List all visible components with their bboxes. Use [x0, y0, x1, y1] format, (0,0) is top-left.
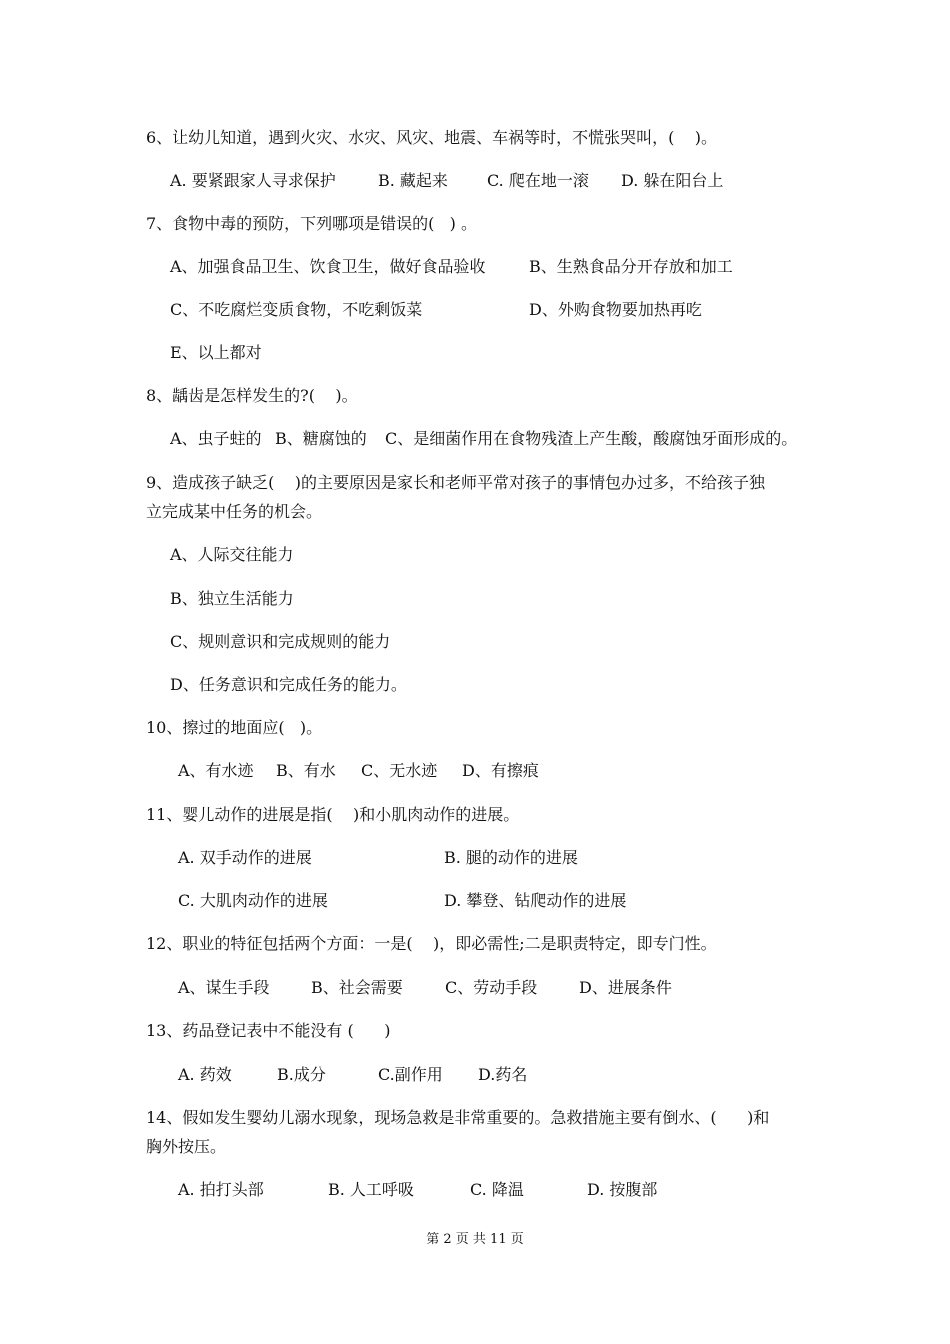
question-7: 7、食物中毒的预防，下列哪项是错误的( ) 。 — [146, 214, 478, 233]
q10-option-b: B、有水 — [276, 761, 336, 780]
q7-option-a: A、加强食品卫生、饮食卫生，做好食品验收 — [170, 257, 486, 276]
q12-option-b: B、社会需要 — [311, 978, 403, 997]
question-9-line-2: 立完成某中任务的机会。 — [146, 502, 323, 521]
q10-option-a: A、有水迹 — [178, 761, 254, 780]
q7-option-e: E、以上都对 — [170, 343, 262, 362]
q7-option-d: D、外购食物要加热再吃 — [529, 300, 702, 319]
q14-option-c: C. 降温 — [470, 1180, 524, 1199]
q6-option-c: C. 爬在地一滚 — [487, 171, 589, 190]
q12-option-c: C、劳动手段 — [445, 978, 538, 997]
q10-option-c: C、无水迹 — [361, 761, 438, 780]
q6-option-b: B. 藏起来 — [378, 171, 448, 190]
q6-option-d: D. 躲在阳台上 — [621, 171, 724, 190]
question-10: 10、擦过的地面应( )。 — [146, 718, 323, 737]
question-8: 8、龋齿是怎样发生的?( )。 — [146, 386, 358, 405]
page-number: 第 2 页 共 11 页 — [426, 1232, 524, 1247]
q6-option-a: A. 要紧跟家人寻求保护 — [170, 171, 336, 190]
q14-option-b: B. 人工呼吸 — [328, 1180, 414, 1199]
q9-option-a: A、人际交往能力 — [170, 545, 294, 564]
q9-option-d: D、任务意识和完成任务的能力。 — [170, 675, 407, 694]
q11-option-d: D. 攀登、钻爬动作的进展 — [444, 891, 627, 910]
q11-option-b: B. 腿的动作的进展 — [444, 848, 578, 867]
question-6: 6、让幼儿知道，遇到火灾、水灾、风灾、地震、车祸等时，不慌张哭叫，( )。 — [146, 128, 718, 147]
q10-option-d: D、有擦痕 — [462, 761, 539, 780]
q14-option-a: A. 拍打头部 — [178, 1180, 264, 1199]
question-9-line-1: 9、造成孩子缺乏( )的主要原因是家长和老师平常对孩子的事情包办过多，不给孩子独 — [146, 473, 766, 492]
q13-option-b: B.成分 — [277, 1065, 326, 1084]
q14-option-d: D. 按腹部 — [587, 1180, 658, 1199]
q13-option-d: D.药名 — [478, 1065, 528, 1084]
q8-option-c: C、是细菌作用在食物残渣上产生酸，酸腐蚀牙面形成的。 — [385, 429, 798, 448]
q8-option-b: B、糖腐蚀的 — [275, 429, 367, 448]
q12-option-a: A、谋生手段 — [178, 978, 270, 997]
q13-option-c: C.副作用 — [378, 1065, 443, 1084]
question-12: 12、职业的特征包括两个方面：一是( )，即必需性;二是职责特定，即专门性。 — [146, 934, 717, 953]
q11-option-a: A. 双手动作的进展 — [178, 848, 312, 867]
question-14-line-1: 14、假如发生婴幼儿溺水现象，现场急救是非常重要的。急救措施主要有倒水、( )和 — [146, 1108, 770, 1127]
q9-option-c: C、规则意识和完成规则的能力 — [170, 632, 391, 651]
question-14-line-2: 胸外按压。 — [146, 1137, 227, 1156]
q12-option-d: D、进展条件 — [579, 978, 672, 997]
q9-option-b: B、独立生活能力 — [170, 589, 294, 608]
question-11: 11、婴儿动作的进展是指( )和小肌肉动作的进展。 — [146, 805, 520, 824]
q13-option-a: A. 药效 — [178, 1065, 232, 1084]
q11-option-c: C. 大肌肉动作的进展 — [178, 891, 328, 910]
q7-option-b: B、生熟食品分开存放和加工 — [529, 257, 733, 276]
question-13: 13、药品登记表中不能没有 ( ) — [146, 1021, 391, 1040]
q8-option-a: A、虫子蛀的 — [170, 429, 262, 448]
q7-option-c: C、不吃腐烂变质食物，不吃剩饭菜 — [170, 300, 423, 319]
